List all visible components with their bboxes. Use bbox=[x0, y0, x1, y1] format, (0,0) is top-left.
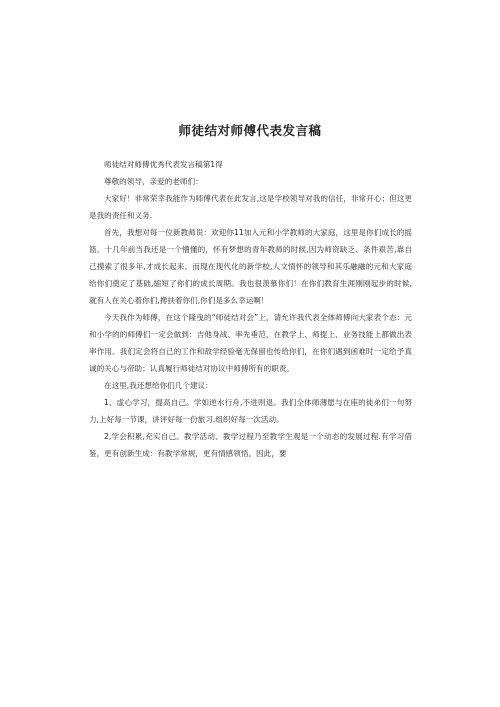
commitment-paragraph: 今天我作为师傅，在这个隆曳的“师徒结对会”上，请允许我代表全体师傅向大家表个态：元和小学的的师傅们一定会做到：吉他身战、率先垂范，在教学上、师提上、业务技能上都做出表率作用。我们定会将自己的工作和敌学经验毫无保留也传给你们，在你们遇到函难时一定给予真诚的关心与帝助；认真履行师徒结对协议中师傅所有的职责。 bbox=[89, 313, 412, 373]
document-body bbox=[89, 156, 412, 462]
greeting-paragraph: 大家好！非常荣幸我能作为师傅代表在此发言,这是学校领导对我的信任，非常开心；但这更是我的责任和义务. bbox=[89, 194, 412, 220]
subtitle-line: 师徒结对师傅优秀代表发言稿第1得 bbox=[104, 160, 223, 169]
welcome-paragraph: 首先，我想对每一位新教师说：欢迎你11加入元和小学教师的大家庭，这里是你们成长的摇篮。十几年前当我还是一个懵懂的，怀有梦想的青年教师的时候,因为师资缺乏、条件艰苦,靠自己摸索了很多年,才成长起来。而现在现代化的新学校,人文情怀的领导和其乐融融的元和大家庭给你们奠定了基础,缩短了你们的成长周期。我也很羡慕你们！在你们教育生涯刚刚起步的时候,就有人在关心着你们,搀扶着你们,你们是多么幸运啊！ bbox=[89, 228, 412, 305]
salutation-paragraph: 尊敬的领导，亲爱的老师们： bbox=[104, 177, 203, 186]
document-title: 师徒结对师傅代表发言稿 bbox=[178, 123, 322, 138]
suggestion-2-paragraph: 2,学会积累,充实自己。教学活动、教学过程乃至教学生观是一个动态的发展过程.有学习借鉴，更有创新生成：有教学常规，更有情感领悟。因此，要 bbox=[89, 432, 412, 458]
suggestions-intro-paragraph: 在这里,我还想给你们几个建议： bbox=[104, 381, 213, 390]
suggestion-1-paragraph: 1、虚心学习，提高自己。学如逆水行舟,不进则退。我们全体师薄愿与在座的徒弟们一句努力,上好每一节课，讲评好每一份旅习.组织好每一次活动。 bbox=[89, 398, 412, 424]
